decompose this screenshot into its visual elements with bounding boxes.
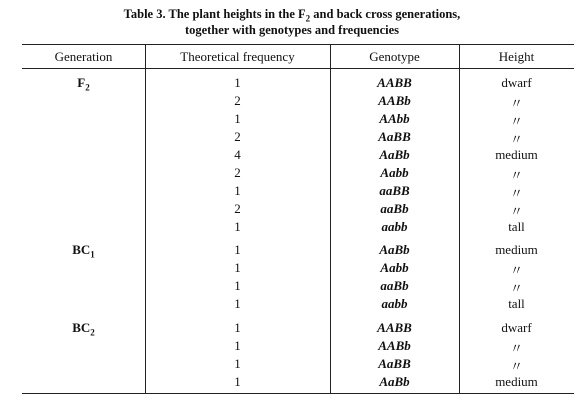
height-cell: 〃	[509, 168, 523, 183]
height-cell: 〃	[509, 263, 523, 278]
genotype-cell: aabb	[381, 296, 408, 311]
caption-line-1: Table 3. The plant heights in the $F_2$ and back cross generations,	[123, 7, 461, 24]
height-cell: medium	[495, 374, 538, 389]
genotype-cell: aaBb	[380, 278, 409, 293]
generation-label: $F_2$	[77, 75, 90, 93]
genotype-cell: Aabb	[380, 165, 409, 180]
genotype-cell: AABb	[378, 338, 411, 353]
frequency-cell: 1	[234, 75, 241, 90]
height-cell: 〃	[509, 341, 523, 356]
height-cell: 〃	[509, 186, 523, 201]
frequency-cell: 2	[234, 165, 241, 180]
frequency-cell: 1	[234, 242, 241, 257]
genotype-cell: AaBb	[379, 374, 410, 389]
header-height: Height	[498, 49, 535, 64]
genotype-cell: AABB	[377, 75, 412, 90]
frequency-cell: 1	[234, 356, 241, 371]
frequency-cell: 1	[234, 183, 241, 198]
height-cell: tall	[508, 219, 525, 234]
height-cell: 〃	[509, 281, 523, 296]
genotype-cell: AAbb	[379, 111, 410, 126]
frequency-cell: 1	[234, 374, 241, 389]
height-cell: 〃	[509, 132, 523, 147]
height-cell: 〃	[509, 204, 523, 219]
genotype-cell: AaBb	[379, 242, 410, 257]
header-genotype: Genotype	[369, 49, 420, 64]
frequency-cell: 1	[234, 278, 241, 293]
frequency-cell: 1	[234, 111, 241, 126]
generation-label: $BC_2$	[72, 320, 95, 338]
frequency-cell: 1	[234, 260, 241, 275]
genotype-cell: AABB	[377, 320, 412, 335]
height-cell: tall	[508, 296, 525, 311]
height-cell: medium	[495, 242, 538, 257]
header-frequency: Theoretical frequency	[180, 49, 295, 64]
frequency-cell: 1	[234, 320, 241, 335]
genotype-cell: aaBb	[380, 201, 409, 216]
frequency-cell: 1	[234, 219, 241, 234]
header-rule	[22, 68, 574, 69]
genotype-cell: AaBB	[378, 129, 411, 144]
genotype-cell: AaBB	[378, 356, 411, 371]
genotype-cell: AABb	[378, 93, 411, 108]
frequency-cell: 4	[234, 147, 241, 162]
height-cell: 〃	[509, 359, 523, 374]
generation-label: $BC_1$	[72, 242, 95, 260]
caption-line-2: together with genotypes and frequencies	[184, 23, 400, 37]
frequency-cell: 1	[234, 338, 241, 353]
frequency-cell: 2	[234, 129, 241, 144]
bottom-rule	[22, 393, 574, 394]
height-cell: medium	[495, 147, 538, 162]
height-cell: 〃	[509, 96, 523, 111]
genotype-cell: AaBb	[379, 147, 410, 162]
height-cell: dwarf	[501, 75, 532, 90]
genotype-cell: aaBB	[379, 183, 410, 198]
frequency-cell: 2	[234, 201, 241, 216]
frequency-cell: 2	[234, 93, 241, 108]
height-cell: dwarf	[501, 320, 532, 335]
header-generation: Generation	[54, 49, 113, 64]
height-cell: 〃	[509, 114, 523, 129]
genotype-cell: Aabb	[380, 260, 409, 275]
frequency-cell: 1	[234, 296, 241, 311]
genotype-cell: aabb	[381, 219, 408, 234]
top-rule	[22, 44, 574, 45]
